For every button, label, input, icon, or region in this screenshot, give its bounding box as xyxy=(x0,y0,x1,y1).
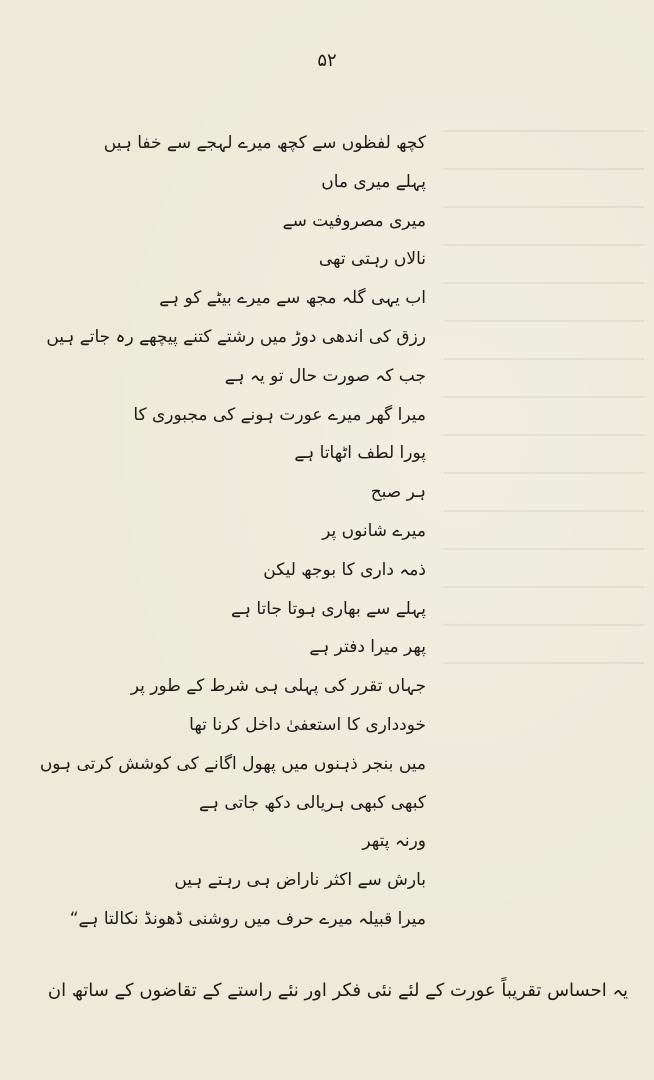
poem-line: میرے شانوں پر xyxy=(322,520,426,541)
poem-line: پھر میرا دفتر ہے xyxy=(309,637,426,658)
poem-line: کچھ لفظوں سے کچھ میرے لہجے سے خفا ہیں xyxy=(103,133,426,153)
poem-line: اب یہی گلہ مجھ سے میرے بیٹے کو ہے xyxy=(159,288,426,309)
poem-line: میری مصروفیت سے xyxy=(282,210,426,231)
poem-line: پورا لطف اٹھاتا ہے xyxy=(294,443,426,464)
poem-line: ورنہ پتھر xyxy=(362,831,426,852)
page-number: ۵۲ xyxy=(317,50,337,71)
prose-line: یہ احساس تقریباً عورت کے لئے نئی فکر اور نئے راستے کے تقاضوں کے ساتھ ان xyxy=(47,980,628,1001)
poem-line: میرا گھر میرے عورت ہونے کی مجبوری کا xyxy=(133,404,426,425)
show-through-text xyxy=(444,130,644,690)
poem-line: خودداری کا استعفیٰ داخل کرنا تھا xyxy=(189,714,426,735)
poem-line: رزق کی اندھی دوڑ میں رشتے کتنے پیچھے رہ جاتے ہیں xyxy=(46,326,426,347)
poem-line: جہاں تقرر کی پہلی ہی شرط کے طور پر xyxy=(130,676,426,697)
poem-block xyxy=(26,124,426,939)
poem-line: ذمہ داری کا بوجھ لیکن xyxy=(263,559,426,580)
poem-line: میں بنجر ذہنوں میں پھول اگانے کی کوشش کرتی ہوں xyxy=(39,753,426,774)
poem-line: جب کہ صورت حال تو یہ ہے xyxy=(224,365,426,386)
poem-line: پہلے میری ماں xyxy=(321,171,426,192)
poem-line: ہر صبح xyxy=(370,482,426,503)
poem-line: نالاں رہتی تھی xyxy=(318,249,426,270)
poem-line: بارش سے اکثر ناراض ہی رہتے ہیں xyxy=(174,870,426,891)
poem-line: پہلے سے بھاری ہوتا جاتا ہے xyxy=(231,598,426,619)
poem-line: کبھی کبھی ہریالی دکھ جاتی ہے xyxy=(199,792,426,813)
poem-line: میرا قبیلہ میرے حرف میں روشنی ڈھونڈ نکالتا ہے“ xyxy=(69,908,426,929)
